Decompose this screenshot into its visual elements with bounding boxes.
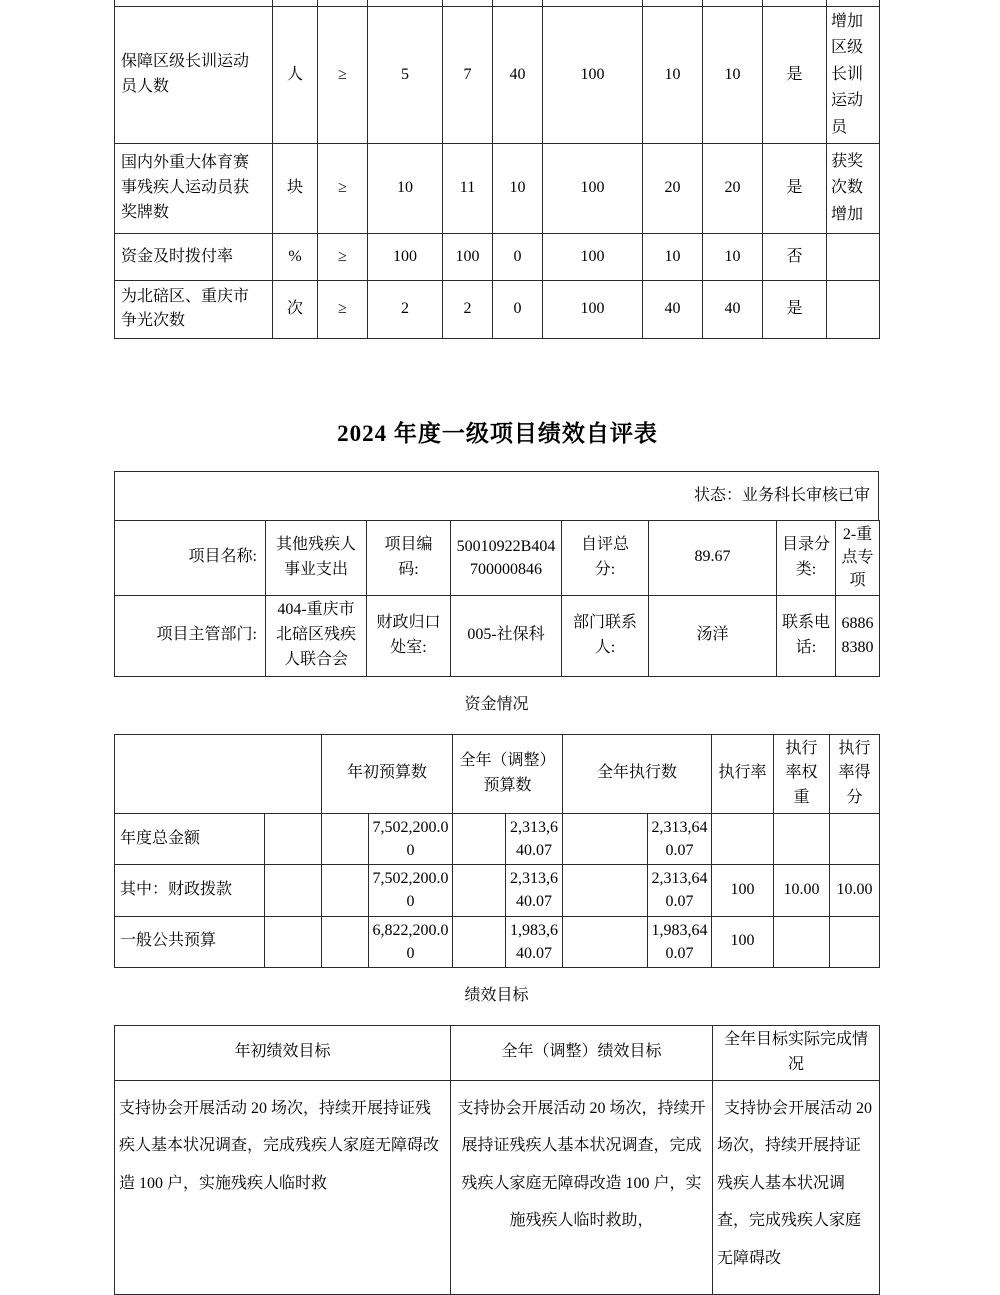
indicator-value: 10 bbox=[493, 143, 543, 233]
exec-rate-value: 100 bbox=[712, 916, 774, 967]
indicator-table bbox=[114, 0, 880, 339]
indicator-name: 保障区级长训运动员人数 bbox=[115, 7, 273, 144]
actual-completion-text: 支持协会开展活动 20 场次，持续开展持证残疾人基本状况调查，完成残疾人家庭无障碍改 bbox=[713, 1080, 880, 1294]
cell-empty bbox=[453, 813, 506, 864]
cell-empty bbox=[453, 916, 506, 967]
indicator-remark bbox=[827, 280, 880, 338]
finance-office-value: 005-社保科 bbox=[451, 595, 562, 676]
indicator-operator: ≥ bbox=[318, 233, 368, 280]
catalog-class-value: 2-重点专项 bbox=[836, 520, 880, 595]
executed-value: 2,313,640.07 bbox=[648, 865, 712, 916]
project-name-value: 其他残疾人事业支出 bbox=[266, 520, 367, 595]
adjusted-budget-header: 全年（调整）预算数 bbox=[453, 734, 563, 813]
cell-empty bbox=[265, 813, 322, 864]
indicator-remark bbox=[827, 233, 880, 280]
funds-row bbox=[115, 865, 880, 916]
indicator-row bbox=[115, 233, 880, 280]
indicator-remark: 增加区级长训运动员 bbox=[827, 7, 880, 144]
funds-section-band bbox=[114, 676, 879, 735]
contact-person-value: 汤洋 bbox=[649, 595, 777, 676]
exec-rate-score-header: 执行率得分 bbox=[830, 734, 880, 813]
exec-rate-score-value bbox=[830, 813, 880, 864]
adjusted-goal-text: 支持协会开展活动 20 场次，持续开展持证残疾人基本状况调查，完成残疾人家庭无障碍改造 100 户，实施残疾人临时救助， bbox=[451, 1080, 713, 1294]
funds-row bbox=[115, 916, 880, 967]
indicator-value: 40 bbox=[643, 280, 703, 338]
cell-empty bbox=[322, 916, 369, 967]
competent-dept-value: 404-重庆市北碚区残疾人联合会 bbox=[266, 595, 367, 676]
indicator-actual: 2 bbox=[443, 280, 493, 338]
indicator-remark: 获奖次数增加 bbox=[827, 143, 880, 233]
indicator-value: 100 bbox=[543, 7, 643, 144]
project-code-label: 项目编码: bbox=[367, 520, 451, 595]
exec-rate-score-value bbox=[830, 916, 880, 967]
indicator-unit: % bbox=[273, 233, 318, 280]
page-title: 2024 年度一级项目绩效自评表 bbox=[337, 420, 658, 446]
indicator-name: 国内外重大体育赛事残疾人运动员获奖牌数 bbox=[115, 143, 273, 233]
executed-value: 1,983,640.07 bbox=[648, 916, 712, 967]
exec-rate-weight-header: 执行率权重 bbox=[774, 734, 830, 813]
indicator-actual: 100 bbox=[443, 233, 493, 280]
indicator-operator: ≥ bbox=[318, 280, 368, 338]
status-row bbox=[115, 471, 879, 520]
funds-header-row bbox=[115, 734, 880, 813]
indicator-met-flag: 是 bbox=[763, 143, 827, 233]
indicator-value: 20 bbox=[703, 143, 763, 233]
cell-empty bbox=[563, 865, 648, 916]
initial-budget-value: 7,502,200.00 bbox=[369, 865, 453, 916]
indicator-value: 0 bbox=[493, 280, 543, 338]
indicator-value: 20 bbox=[643, 143, 703, 233]
self-score-value: 89.67 bbox=[649, 520, 777, 595]
status-text: 状态：业务科长审核已审 bbox=[115, 471, 879, 520]
cell-empty bbox=[265, 865, 322, 916]
phone-label: 联系电话: bbox=[777, 595, 836, 676]
funds-row-label: 一般公共预算 bbox=[115, 916, 265, 967]
executed-value: 2,313,640.07 bbox=[648, 813, 712, 864]
adjusted-budget-value: 2,313,640.07 bbox=[506, 865, 563, 916]
adjusted-budget-value: 1,983,640.07 bbox=[506, 916, 563, 967]
indicator-value: 10 bbox=[703, 7, 763, 144]
actual-completion-header: 全年目标实际完成情况 bbox=[713, 1026, 880, 1081]
initial-budget-value: 7,502,200.00 bbox=[369, 813, 453, 864]
exec-rate-value bbox=[712, 813, 774, 864]
indicator-met-flag: 是 bbox=[763, 7, 827, 144]
indicator-actual: 7 bbox=[443, 7, 493, 144]
cell-empty bbox=[322, 865, 369, 916]
adjusted-budget-value: 2,313,640.07 bbox=[506, 813, 563, 864]
indicator-row bbox=[115, 280, 880, 338]
initial-budget-value: 6,822,200.00 bbox=[369, 916, 453, 967]
indicator-value: 40 bbox=[703, 280, 763, 338]
info-row bbox=[115, 520, 880, 595]
indicator-unit: 人 bbox=[273, 7, 318, 144]
indicator-operator: ≥ bbox=[318, 7, 368, 144]
project-info-table bbox=[114, 520, 880, 677]
cell-empty bbox=[115, 734, 322, 813]
indicator-target: 5 bbox=[368, 7, 443, 144]
document-page bbox=[114, 0, 881, 1295]
indicator-row bbox=[115, 143, 880, 233]
cell-empty bbox=[453, 865, 506, 916]
funds-section-title: 资金情况 bbox=[114, 676, 879, 734]
status-table bbox=[114, 471, 879, 521]
goals-body-row bbox=[115, 1080, 880, 1294]
indicator-value: 100 bbox=[543, 280, 643, 338]
indicator-target: 2 bbox=[368, 280, 443, 338]
cell-empty bbox=[563, 916, 648, 967]
funds-row-label: 年度总金额 bbox=[115, 813, 265, 864]
indicator-unit: 次 bbox=[273, 280, 318, 338]
indicator-unit: 块 bbox=[273, 143, 318, 233]
indicator-target: 100 bbox=[368, 233, 443, 280]
finance-office-label: 财政归口处室: bbox=[367, 595, 451, 676]
funds-table bbox=[114, 734, 880, 969]
indicator-operator: ≥ bbox=[318, 143, 368, 233]
goals-section-title: 绩效目标 bbox=[114, 968, 879, 1026]
indicator-value: 100 bbox=[543, 233, 643, 280]
catalog-class-label: 目录分类: bbox=[777, 520, 836, 595]
indicator-value: 100 bbox=[543, 143, 643, 233]
indicator-value: 10 bbox=[643, 233, 703, 280]
cell-empty bbox=[563, 813, 648, 864]
project-name-label: 项目名称: bbox=[115, 520, 266, 595]
info-row bbox=[115, 595, 880, 676]
section-row bbox=[114, 676, 879, 734]
indicator-met-flag: 否 bbox=[763, 233, 827, 280]
competent-dept-label: 项目主管部门: bbox=[115, 595, 266, 676]
exec-rate-value: 100 bbox=[712, 865, 774, 916]
indicator-value: 40 bbox=[493, 7, 543, 144]
goals-header-row bbox=[115, 1026, 880, 1081]
contact-person-label: 部门联系人: bbox=[562, 595, 649, 676]
goals-table bbox=[114, 1025, 880, 1295]
project-code-value: 50010922B404700000846 bbox=[451, 520, 562, 595]
indicator-name: 为北碚区、重庆市争光次数 bbox=[115, 280, 273, 338]
indicator-value: 10 bbox=[703, 233, 763, 280]
initial-budget-header: 年初预算数 bbox=[322, 734, 453, 813]
indicator-value: 10 bbox=[643, 7, 703, 144]
indicator-name: 资金及时拨付率 bbox=[115, 233, 273, 280]
funds-row-label: 其中：财政拨款 bbox=[115, 865, 265, 916]
cell-empty bbox=[265, 916, 322, 967]
cell-empty bbox=[322, 813, 369, 864]
indicator-target: 10 bbox=[368, 143, 443, 233]
adjusted-goal-header: 全年（调整）绩效目标 bbox=[451, 1026, 713, 1081]
goals-section-band bbox=[114, 967, 879, 1026]
exec-rate-header: 执行率 bbox=[712, 734, 774, 813]
exec-rate-weight-value bbox=[774, 916, 830, 967]
indicator-row bbox=[115, 7, 880, 144]
phone-value: 68868380 bbox=[836, 595, 880, 676]
initial-goal-header: 年初绩效目标 bbox=[115, 1026, 451, 1081]
exec-rate-weight-value bbox=[774, 813, 830, 864]
indicator-value: 0 bbox=[493, 233, 543, 280]
exec-rate-weight-value: 10.00 bbox=[774, 865, 830, 916]
section-row bbox=[114, 968, 879, 1026]
funds-row bbox=[115, 813, 880, 864]
self-score-label: 自评总分: bbox=[562, 520, 649, 595]
executed-header: 全年执行数 bbox=[563, 734, 712, 813]
exec-rate-score-value: 10.00 bbox=[830, 865, 880, 916]
indicator-actual: 11 bbox=[443, 143, 493, 233]
indicator-met-flag: 是 bbox=[763, 280, 827, 338]
initial-goal-text: 支持协会开展活动 20 场次，持续开展持证残疾人基本状况调查，完成残疾人家庭无障碍改造 100 户，实施残疾人临时救 bbox=[115, 1080, 451, 1294]
